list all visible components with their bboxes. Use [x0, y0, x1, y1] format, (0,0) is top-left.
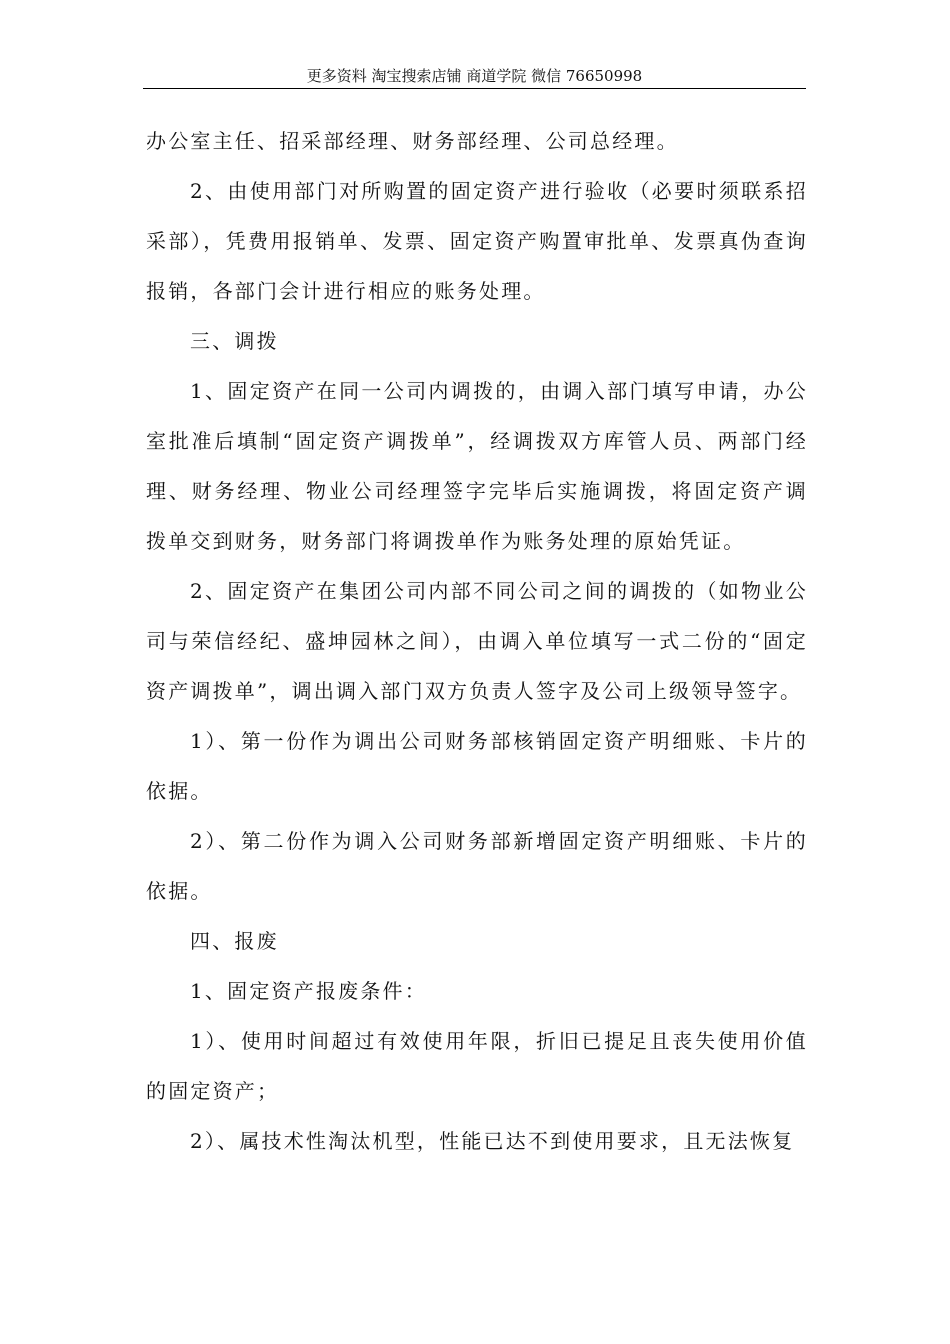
paragraph: 2）、属技术性淘汰机型，性能已达不到使用要求，且无法恢复: [190, 1129, 795, 1153]
paragraph: 1）、第一份作为调出公司财务部核销固定资产明细账、卡片的依据。: [146, 729, 808, 803]
section-heading: 三、调拨: [190, 329, 279, 353]
section-heading: 四、报废: [190, 929, 279, 953]
page-header: 更多资料 淘宝搜索店铺 商道学院 微信 76650998: [306, 67, 643, 85]
paragraph: 办公室主任、招采部经理、财务部经理、公司总经理。: [146, 129, 679, 153]
paragraph: 2、由使用部门对所购置的固定资产进行验收（必要时须联系招采部），凭费用报销单、发票、固定资产购置审批单、发票真伪查询报销，各部门会计进行相应的账务处理。: [146, 179, 808, 303]
document-body: [146, 116, 808, 1166]
header-divider: [143, 88, 806, 89]
paragraph: 1、固定资产报废条件：: [190, 979, 427, 1003]
paragraph: 2）、第二份作为调入公司财务部新增固定资产明细账、卡片的依据。: [146, 829, 808, 903]
paragraph: 1）、使用时间超过有效使用年限，折旧已提足且丧失使用价值的固定资产；: [146, 1029, 808, 1103]
paragraph: 2、固定资产在集团公司内部不同公司之间的调拨的（如物业公司与荣信经纪、盛坤园林之间），由调入单位填写一式二份的“固定资产调拨单”，调出调入部门双方负责人签字及公司上级领导签字。: [146, 579, 808, 703]
paragraph: 1、固定资产在同一公司内调拨的，由调入部门填写申请，办公室批准后填制“固定资产调拨单”，经调拨双方库管人员、两部门经理、财务经理、物业公司经理签字完毕后实施调拨，将固定资产调拨单交到财务，财务部门将调拨单作为账务处理的原始凭证。: [146, 379, 808, 553]
